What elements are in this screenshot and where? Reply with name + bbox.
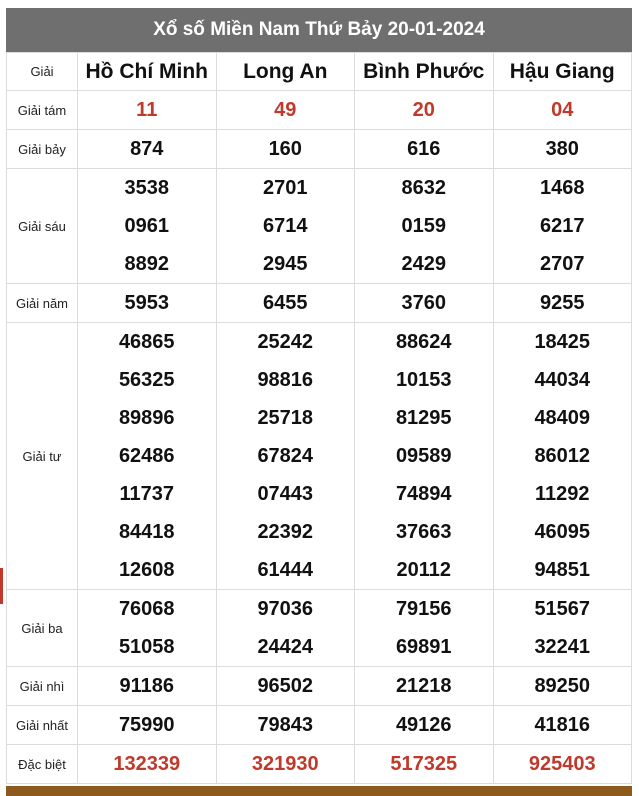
prize-cell	[216, 323, 355, 590]
prize-label: Đặc biệt	[7, 745, 78, 784]
prize-row	[7, 91, 632, 130]
prize-cell	[216, 667, 355, 706]
prize-label: Giải ba	[7, 590, 78, 667]
prize-number: 32241	[534, 636, 591, 658]
prize-number: 84418	[118, 521, 175, 543]
prize-number: 0961	[124, 215, 169, 237]
prize-number: 79156	[395, 598, 452, 620]
prize-number: 3760	[401, 292, 446, 314]
prize-number: 97036	[257, 598, 314, 620]
prize-cell	[493, 130, 632, 169]
footer-bar	[6, 786, 632, 796]
prize-number: 04	[551, 99, 574, 121]
prize-number: 11292	[534, 483, 590, 505]
prize-number: 41816	[534, 714, 591, 736]
prize-number: 67824	[257, 445, 314, 467]
prize-cell	[78, 706, 217, 745]
prize-number: 22392	[257, 521, 314, 543]
prize-number: 2429	[401, 253, 446, 275]
prize-number: 69891	[395, 636, 452, 658]
prize-number: 46865	[118, 331, 175, 353]
prize-number: 46095	[534, 521, 591, 543]
results-panel	[6, 8, 632, 784]
results-table-body	[7, 53, 632, 784]
prize-cell	[216, 706, 355, 745]
prize-cell	[493, 706, 632, 745]
prize-number: 49	[274, 99, 297, 121]
prize-number: 07443	[257, 483, 314, 505]
prize-cell	[493, 667, 632, 706]
prize-number: 6455	[263, 292, 308, 314]
province-name[interactable]: Bình Phước	[355, 53, 494, 91]
prize-cell	[355, 706, 494, 745]
prize-number: 11737	[119, 483, 174, 505]
prize-cell	[78, 91, 217, 130]
prize-cell	[78, 284, 217, 323]
results-title: Xổ số Miền Nam Thứ Bảy 20-01-2024	[6, 8, 632, 52]
prize-number: 51058	[118, 636, 175, 658]
prize-number: 79843	[257, 714, 314, 736]
left-accent-strip	[0, 568, 3, 604]
prize-number: 2707	[540, 253, 585, 275]
prize-cell	[216, 745, 355, 784]
prize-number: 160	[268, 138, 302, 160]
prize-cell	[493, 91, 632, 130]
prize-number: 89896	[118, 407, 175, 429]
prize-label: Giải bảy	[7, 130, 78, 169]
prize-cell	[355, 667, 494, 706]
prize-row	[7, 169, 632, 284]
prize-number: 56325	[118, 369, 175, 391]
prize-cell	[493, 169, 632, 284]
prize-number: 44034	[534, 369, 591, 391]
prize-row	[7, 667, 632, 706]
prize-row	[7, 745, 632, 784]
prize-cell	[216, 130, 355, 169]
prize-number: 132339	[113, 753, 181, 775]
prize-number: 61444	[257, 559, 314, 581]
prize-number: 1468	[540, 177, 585, 199]
prize-number: 6217	[540, 215, 585, 237]
prize-cell	[78, 590, 217, 667]
prize-number: 6714	[263, 215, 308, 237]
results-table	[6, 52, 632, 784]
header-label: Giải	[7, 53, 78, 91]
prize-number: 321930	[251, 753, 319, 775]
prize-number: 12608	[118, 559, 175, 581]
prize-number: 11	[136, 99, 158, 121]
prize-row	[7, 590, 632, 667]
prize-number: 81295	[395, 407, 452, 429]
province-name[interactable]: Hậu Giang	[493, 53, 632, 91]
prize-cell	[78, 745, 217, 784]
prize-number: 616	[407, 138, 441, 160]
prize-cell	[355, 169, 494, 284]
prize-number: 94851	[534, 559, 591, 581]
prize-cell	[78, 169, 217, 284]
prize-cell	[78, 323, 217, 590]
prize-cell	[493, 745, 632, 784]
prize-number: 76068	[118, 598, 175, 620]
prize-cell	[216, 284, 355, 323]
prize-number: 86012	[534, 445, 591, 467]
prize-number: 8632	[401, 177, 446, 199]
prize-number: 88624	[395, 331, 452, 353]
prize-number: 51567	[534, 598, 591, 620]
prize-number: 8892	[124, 253, 169, 275]
prize-cell	[355, 590, 494, 667]
prize-number: 25718	[257, 407, 314, 429]
prize-row	[7, 284, 632, 323]
prize-number: 91186	[119, 675, 174, 697]
prize-number: 2945	[263, 253, 308, 275]
prize-number: 98816	[257, 369, 314, 391]
prize-number: 5953	[124, 292, 169, 314]
prize-cell	[493, 284, 632, 323]
prize-number: 0159	[401, 215, 446, 237]
prize-number: 517325	[390, 753, 458, 775]
prize-number: 49126	[395, 714, 452, 736]
prize-label: Giải sáu	[7, 169, 78, 284]
prize-number: 09589	[395, 445, 452, 467]
prize-cell	[493, 590, 632, 667]
province-name[interactable]: Long An	[216, 53, 355, 91]
prize-number: 2701	[263, 177, 308, 199]
prize-cell	[216, 91, 355, 130]
prize-row	[7, 323, 632, 590]
prize-number: 62486	[118, 445, 175, 467]
prize-number: 37663	[395, 521, 452, 543]
prize-cell	[216, 590, 355, 667]
prize-row	[7, 130, 632, 169]
prize-label: Giải nhất	[7, 706, 78, 745]
prize-label: Giải tám	[7, 91, 78, 130]
prize-cell	[493, 323, 632, 590]
prize-number: 48409	[534, 407, 591, 429]
prize-cell	[78, 667, 217, 706]
prize-cell	[78, 130, 217, 169]
prize-row	[7, 706, 632, 745]
prize-cell	[355, 323, 494, 590]
prize-number: 89250	[534, 675, 591, 697]
prize-cell	[355, 91, 494, 130]
prize-cell	[355, 130, 494, 169]
prize-number: 9255	[540, 292, 585, 314]
prize-number: 874	[130, 138, 164, 160]
prize-number: 25242	[257, 331, 314, 353]
prize-number: 21218	[395, 675, 452, 697]
prize-number: 380	[545, 138, 579, 160]
prize-cell	[355, 284, 494, 323]
prize-label: Giải năm	[7, 284, 78, 323]
prize-cell	[216, 169, 355, 284]
prize-number: 3538	[124, 177, 169, 199]
prize-number: 75990	[118, 714, 175, 736]
prize-number: 925403	[528, 753, 596, 775]
prize-number: 10153	[395, 369, 452, 391]
prize-number: 74894	[395, 483, 452, 505]
prize-number: 24424	[257, 636, 314, 658]
prize-number: 20112	[396, 559, 451, 581]
prize-cell	[355, 745, 494, 784]
prize-label: Giải tư	[7, 323, 78, 590]
prize-number: 20	[412, 99, 435, 121]
prize-number: 96502	[257, 675, 314, 697]
province-name[interactable]: Hồ Chí Minh	[78, 53, 217, 91]
prize-label: Giải nhì	[7, 667, 78, 706]
prize-number: 18425	[534, 331, 591, 353]
header-row	[7, 53, 632, 91]
